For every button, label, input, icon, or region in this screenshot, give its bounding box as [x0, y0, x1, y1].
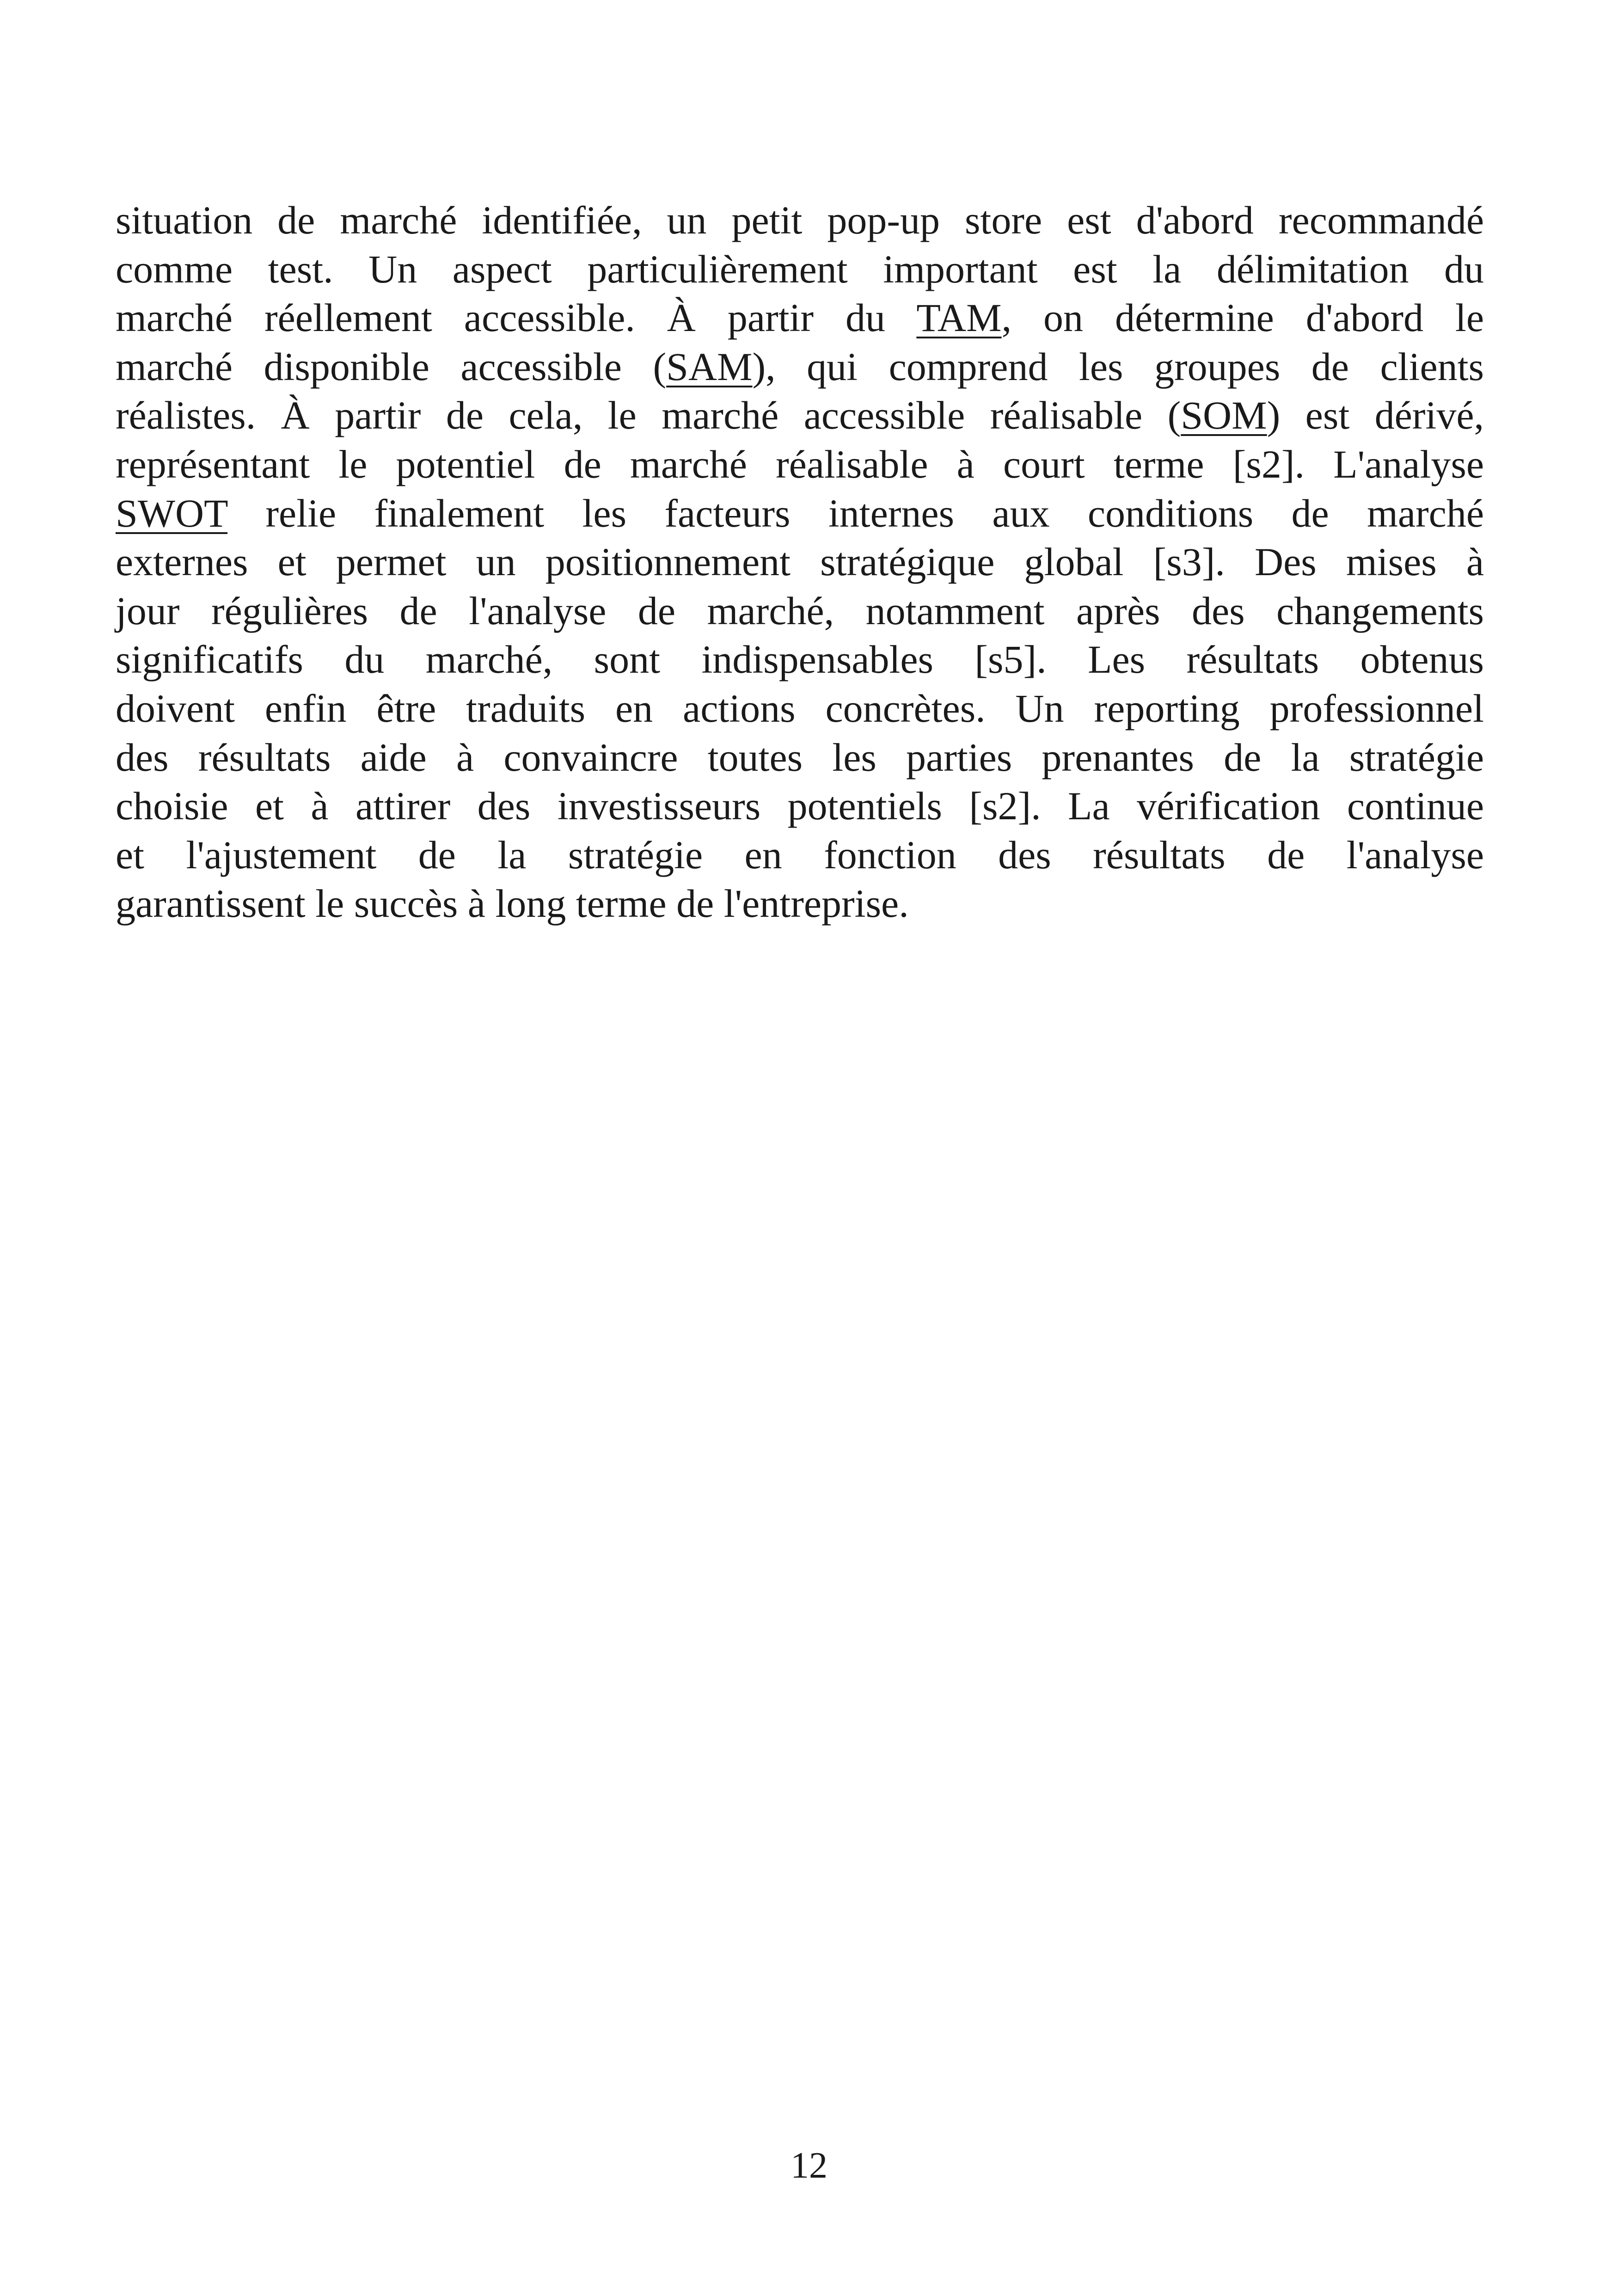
text-segment: marché disponible accessible ( — [116, 344, 667, 389]
page-number: 12 — [791, 2145, 827, 2186]
text-line — [116, 879, 1484, 928]
text-line — [116, 587, 1484, 636]
text-line — [116, 391, 1484, 440]
text-segment: et l'ajustement de la stratégie en fonction des résultats de l'analyse — [116, 832, 1484, 877]
text-segment: des résultats aide à convaincre toutes les parties prenantes de la stratégie — [116, 735, 1484, 780]
text-segment: externes et permet un positionnement stratégique global [s3]. Des mises à — [116, 540, 1484, 584]
acronym-link-som[interactable]: SOM — [1181, 393, 1267, 438]
text-segment: , on détermine d'abord le — [1001, 295, 1484, 340]
text-segment: comme test. Un aspect particulièrement important est la délimitation du — [116, 246, 1484, 291]
text-line — [116, 782, 1484, 831]
text-line — [116, 489, 1484, 538]
text-segment: situation de marché identifiée, un petit pop-up store est d'abord recommandé — [116, 198, 1484, 242]
text-line — [116, 294, 1484, 343]
body-paragraph — [116, 196, 1484, 928]
text-line — [116, 343, 1484, 392]
text-line — [116, 196, 1484, 245]
acronym-link-swot[interactable]: SWOT — [116, 491, 228, 535]
text-segment: représentant le potentiel de marché réalisable à court terme [s2]. L'analyse — [116, 442, 1484, 486]
text-line — [116, 635, 1484, 684]
acronym-link-tam[interactable]: TAM — [916, 295, 1002, 340]
text-line — [116, 538, 1484, 587]
text-segment: garantissent le succès à long terme de l'entreprise. — [116, 881, 909, 926]
text-segment: marché réellement accessible. À partir du — [116, 295, 917, 340]
text-segment: ), qui comprend les groupes de clients — [752, 344, 1484, 389]
text-line — [116, 684, 1484, 733]
text-segment: réalistes. À partir de cela, le marché accessible réalisable ( — [116, 393, 1181, 438]
text-segment: doivent enfin être traduits en actions concrètes. Un reporting professionnel — [116, 686, 1484, 731]
text-line — [116, 440, 1484, 489]
text-segment: ) est dérivé, — [1267, 393, 1484, 438]
text-line — [116, 733, 1484, 782]
text-segment: relie finalement les facteurs internes aux conditions de marché — [227, 491, 1484, 535]
text-line — [116, 245, 1484, 294]
acronym-link-sam[interactable]: SAM — [666, 344, 753, 389]
text-segment: significatifs du marché, sont indispensables [s5]. Les résultats obtenus — [116, 637, 1484, 682]
text-segment: jour régulières de l'analyse de marché, notamment après des changements — [116, 588, 1484, 633]
text-segment: choisie et à attirer des investisseurs potentiels [s2]. La vérification continue — [116, 784, 1484, 829]
text-line — [116, 831, 1484, 880]
